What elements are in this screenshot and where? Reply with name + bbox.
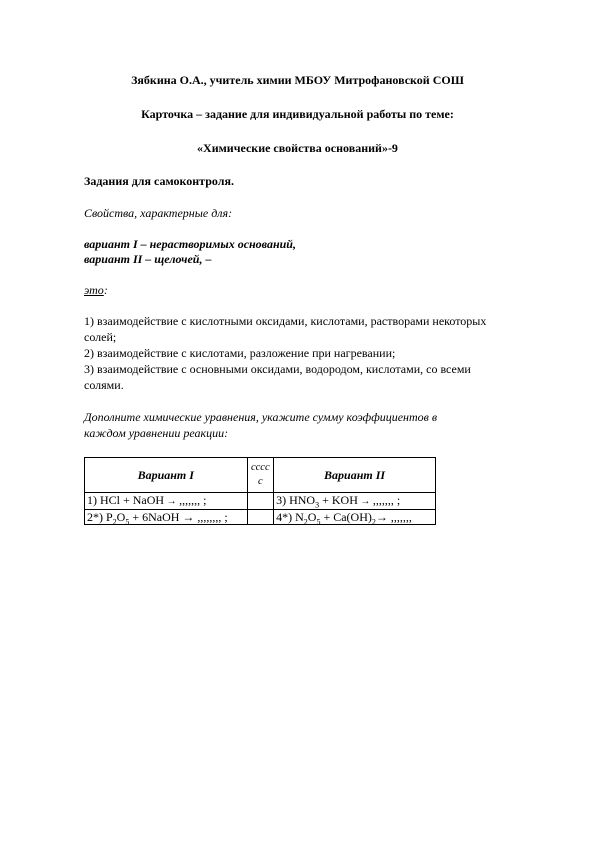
header-variant-2: Вариант II [274, 458, 436, 493]
section-heading: Задания для самоконтроля. [84, 174, 234, 188]
equation-1: 1) HCl + NaOH → ,,,,,,, ; [85, 493, 248, 510]
option-line: 1) взаимодействие с кислотными оксидами, кислотами, растворами некоторых [84, 314, 487, 328]
this-line [84, 283, 108, 297]
table-row [85, 510, 436, 525]
header-variant-1: Вариант I [85, 458, 248, 493]
option-line: солей; [84, 330, 117, 344]
equation-3: 3) $HNO_3$ + KOH → ,,,,,,, ; [274, 493, 436, 510]
table-header-row [85, 458, 436, 493]
topic-title: «Химические свойства оснований»-9 [197, 141, 398, 155]
table-row [85, 493, 436, 510]
option-line: 2) взаимодействие с кислотами, разложение при нагревании; [84, 346, 396, 360]
option-line: 3) взаимодействие с основными оксидами, водородом, кислотами, со всеми [84, 362, 471, 376]
empty-cell [247, 510, 274, 525]
variant2-label: вариант II – щелочей, – [84, 252, 212, 266]
instruction-line: каждом уравнении реакции: [84, 426, 229, 440]
properties-intro: Свойства, характерные для: [84, 206, 233, 220]
card-title: Карточка – задание для индивидуальной работы по теме: [141, 107, 454, 121]
this-word: это [84, 283, 104, 297]
header-middle: сссс с [247, 458, 274, 493]
equations-table [84, 457, 436, 525]
option-line: солями. [84, 378, 124, 392]
instruction-line: Дополните химические уравнения, укажите сумму коэффициентов в [84, 410, 438, 424]
author-line: Зябкина О.А., учитель химии МБОУ Митрофановской СОШ [131, 73, 464, 87]
variant1-label: вариант I – нерастворимых оснований, [84, 237, 296, 251]
this-colon: : [103, 283, 108, 297]
empty-cell [247, 493, 274, 510]
equation-2: 2*) $P_2O_5$ + 6NaOH → ,,,,,,,, ; [85, 510, 248, 525]
equation-4: 4*) $N_2O_5 + Ca(OH)_2\to$ ,,,,,,, [274, 510, 436, 525]
